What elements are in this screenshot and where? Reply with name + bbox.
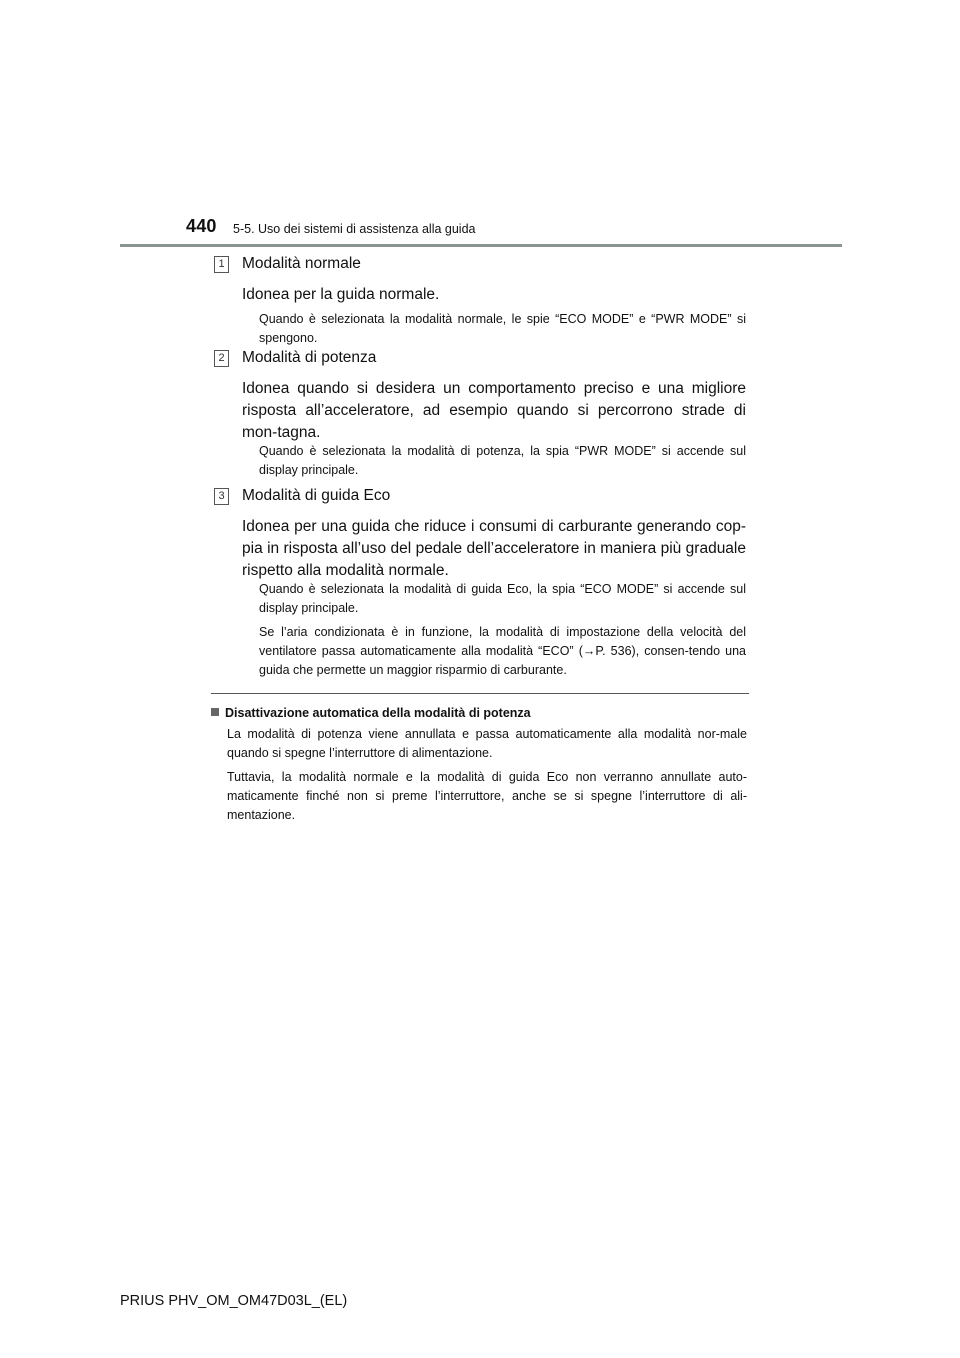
section-title: 5-5. Uso dei sistemi di assistenza alla guida: [233, 222, 476, 236]
number-badge: 2: [214, 350, 229, 367]
square-bullet-icon: [211, 708, 219, 716]
section-divider: [211, 693, 749, 694]
mode-title: Modalità normale: [242, 255, 361, 272]
mode-note: Se l’aria condizionata è in funzione, la modalità di impostazione della velocità del ventilatore passa automaticamente alla modalità “ECO” (→P. 536), consen-tendo una guida che permette un maggior risparmio di carburante.: [259, 625, 746, 677]
page-number: 440: [186, 216, 217, 236]
document-code: PRIUS PHV_OM_OM47D03L_(EL): [120, 1293, 348, 1309]
mode-note: Quando è selezionata la modalità normale, le spie “ECO MODE” e “PWR MODE” si spengono.: [259, 312, 746, 345]
mode-note: Quando è selezionata la modalità di potenza, la spia “PWR MODE” si accende sul display principale.: [259, 444, 746, 477]
mode-item-power: [214, 348, 746, 482]
mode-description: Idonea per la guida normale.: [242, 286, 440, 303]
auto-off-paragraph: Tuttavia, la modalità normale e la modalità di guida Eco non verranno annullate auto-maticamente finché non si preme l’interruttore, anche se si spegne l’interruttore di ali-mentazione.: [227, 770, 747, 822]
mode-title: Modalità di potenza: [242, 349, 377, 366]
auto-off-heading: [211, 705, 749, 722]
number-badge: 1: [214, 256, 229, 273]
mode-item-normal: [214, 254, 746, 344]
header-divider: [120, 244, 842, 247]
mode-item-eco: [214, 486, 746, 682]
mode-description: Idonea per una guida che riduce i consumi di carburante generando cop-pia in risposta all’uso del pedale dell’acceleratore in maniera più graduale rispetto alla modalità normale.: [242, 518, 746, 579]
auto-off-paragraph: La modalità di potenza viene annullata e passa automaticamente alla modalità nor-male quando si spegne l’interruttore di alimentazione.: [227, 727, 747, 760]
mode-note: Quando è selezionata la modalità di guida Eco, la spia “ECO MODE” si accende sul display principale.: [259, 582, 746, 615]
mode-description: Idonea quando si desidera un comportamento preciso e una migliore risposta all’acceleratore, ad esempio quando si percorrono strade di mon-tagna.: [242, 380, 746, 441]
number-badge: 3: [214, 488, 229, 505]
auto-off-heading-text: Disattivazione automatica della modalità di potenza: [225, 706, 531, 720]
mode-title: Modalità di guida Eco: [242, 487, 391, 504]
